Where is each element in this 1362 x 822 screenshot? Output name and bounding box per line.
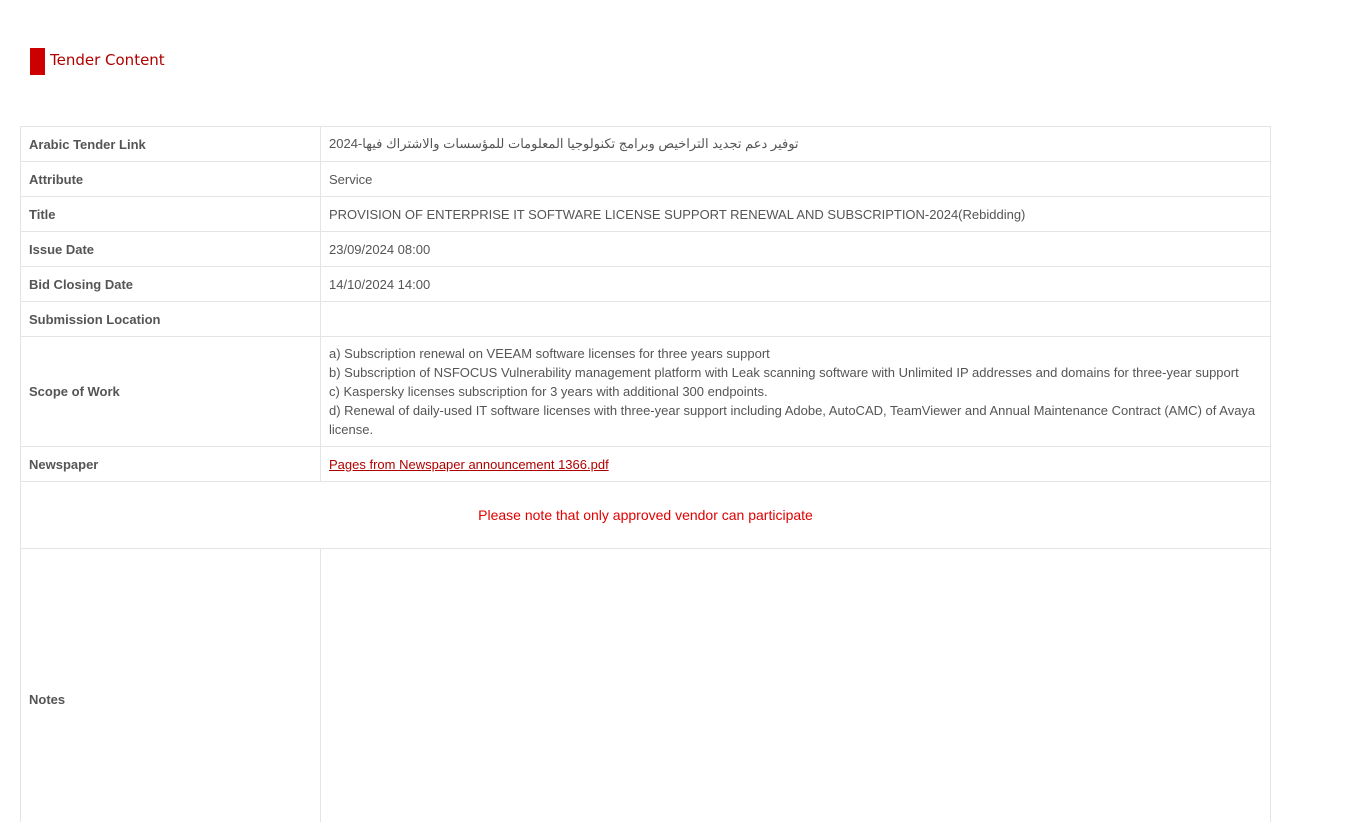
row-attribute [21,162,1271,197]
issue-date-label: Issue Date [21,232,321,267]
scope-of-work-value [321,337,1271,447]
row-scope-of-work [21,337,1271,447]
arabic-tender-link-label: Arabic Tender Link [21,127,321,162]
scope-line-b: b) Subscription of NSFOCUS Vulnerability management platform with Leak scanning software with Unlimited IP addresses and domains for three-year support [329,365,1239,380]
section-marker [30,48,45,75]
row-bid-closing-date [21,267,1271,302]
section-header [30,48,165,75]
notes-value [321,549,1271,822]
row-submission-location [21,302,1271,337]
scope-line-d: d) Renewal of daily-used IT software licenses with three-year support including Adobe, AutoCAD, TeamViewer and Annual Maintenance Contract (AMC) of Avaya license. [329,403,1256,437]
row-arabic-tender-link [21,127,1271,162]
issue-date-value: 23/09/2024 08:00 [321,232,1271,267]
arabic-tender-link-value [321,127,1271,162]
newspaper-label: Newspaper [21,447,321,482]
scope-of-work-label: Scope of Work [21,337,321,447]
tender-details-table [20,126,1271,822]
notes-label: Notes [21,549,321,822]
row-notes [21,549,1271,822]
submission-location-value [321,302,1271,337]
section-title: Tender Content [50,50,165,69]
title-label: Title [21,197,321,232]
row-notice [21,482,1271,549]
submission-location-label: Submission Location [21,302,321,337]
attribute-label: Attribute [21,162,321,197]
approved-vendor-notice: Please note that only approved vendor can participate [21,482,1271,549]
row-title [21,197,1271,232]
title-value: PROVISION OF ENTERPRISE IT SOFTWARE LICENSE SUPPORT RENEWAL AND SUBSCRIPTION-2024(Rebidding) [321,197,1271,232]
bid-closing-date-label: Bid Closing Date [21,267,321,302]
row-issue-date [21,232,1271,267]
newspaper-value [321,447,1271,482]
newspaper-pdf-link[interactable]: Pages from Newspaper announcement 1366.pdf [329,456,609,472]
row-newspaper [21,447,1271,482]
bid-closing-date-value: 14/10/2024 14:00 [321,267,1271,302]
arabic-tender-text: توفير دعم تجديد التراخيص وبرامج تكنولوجيا المعلومات للمؤسسات والاشتراك فيها-2024 [329,136,799,151]
scope-line-c: c) Kaspersky licenses subscription for 3 years with additional 300 endpoints. [329,384,768,399]
scope-line-a: a) Subscription renewal on VEEAM software licenses for three years support [329,346,770,361]
attribute-value: Service [321,162,1271,197]
